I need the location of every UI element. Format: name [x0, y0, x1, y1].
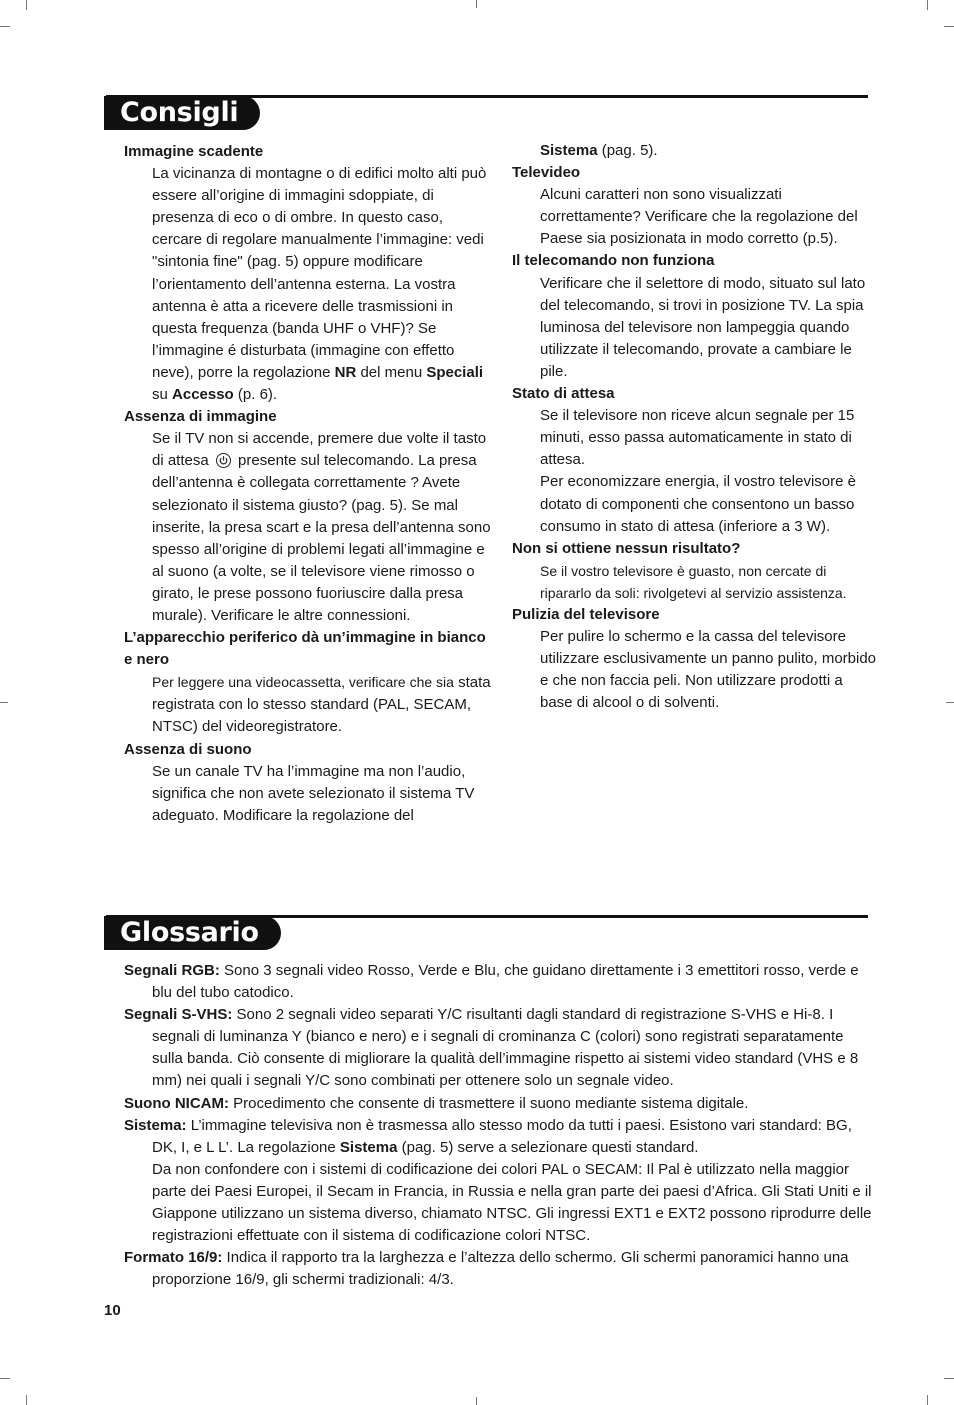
- glossary-term: Segnali S-VHS:: [124, 1006, 233, 1024]
- crop-mark: [476, 0, 477, 8]
- tip-entry: [512, 162, 878, 250]
- tip-entry: [124, 627, 494, 738]
- tip-body: La vicinanza di montagne o di edifici molto alti può essere all’origine di immagini sdoppiate, di presenza di eco o di ombre. In questo caso, cercare di regolare manualmente l’immagine: vedi "sintonia fine" (pag. 5) oppure modificare l’orientamento dell’antenna esterna. La vostra antenna è atta a ricevere delle trasmissioni in questa frequenza (banda UHF o VHF)? Se l’immagine é disturbata (immagine con effetto neve), porre la regolazione NR del menu Speciali su Accesso (p. 6).: [152, 165, 487, 404]
- tip-body: Verificare che il selettore di modo, situato sul lato del telecomando, si trovi in posizione TV. La spia luminosa del televisore non lampeggia quando utilizzate il telecomando, provate a cambiare le pile.: [540, 274, 866, 380]
- glossary-definition: Sono 2 segnali video separati Y/C risultanti dagli standard di registrazione S-VHS e Hi-8. I segnali di luminanza Y (bianco e nero) e i segnali di crominanza C (colori) sono registrati separatamente sulla banda. Ciò consente di migliorare la qualità dell’immagine rispetto ai sistemi video standard (VHS e 8 mm) nei quali i segnali Y/C sono combinati per ottenere solo un segnale video.: [152, 1006, 859, 1090]
- glossary-definition: Indica il rapporto tra la larghezza e l’altezza dello schermo. Gli schermi panoramici hanno una proporzione 16/9, gli schermi tradizionali: 4/3.: [152, 1249, 849, 1289]
- glossary-term: Formato 16/9:: [124, 1249, 223, 1267]
- crop-mark: [0, 1378, 10, 1379]
- tip-body: Alcuni caratteri non sono visualizzati correttamente? Verificare che la regolazione del Paese sia posizionata in modo corretto (p.5).: [540, 186, 858, 248]
- tip-body: Se il vostro televisore è guasto, non cercate di ripararlo da soli: rivolgetevi al servizio assistenza.: [540, 562, 847, 601]
- glossary-definition: L’immagine televisiva non è trasmessa allo stesso modo da tutti i paesi. Esistono vari standard: BG, DK, I, e L L’. La regolazione: [152, 1116, 852, 1156]
- glossary: [124, 960, 872, 1291]
- glossary-item: [124, 1247, 872, 1291]
- tip-entry: [124, 141, 494, 406]
- crop-mark: [927, 0, 928, 10]
- glossary-item: Sistema: L’immagine televisiva non è trasmessa allo stesso modo da tutti i paesi. Esistono vari standard: BG, DK, I, e L L’. La regolazione Sistema (pag. 5) serve a selezionare questi standard.: [124, 1116, 852, 1156]
- crop-mark: [476, 1397, 477, 1405]
- power-icon: [216, 453, 231, 468]
- glossary-item: [124, 1093, 872, 1115]
- glossary-term: Sistema:: [124, 1116, 187, 1134]
- tip-title: Stato di attesa: [512, 385, 615, 403]
- tip-title: Il telecomando non funziona: [512, 252, 715, 270]
- tip-entry: [512, 383, 878, 538]
- crop-mark: [0, 702, 8, 703]
- tip-title: Televideo: [512, 164, 581, 182]
- tip-body: Se il televisore non riceve alcun segnale per 15 minuti, esso passa automaticamente in stato di attesa.: [540, 407, 855, 469]
- tip-body: Se il TV non si accende, premere due volte il tasto di attesa presente sul telecomando. La presa dell’antenna è collegata correttamente ? Avete selezionato il sistema giusto? (pag. 5). Se mal inserite, la presa scart e la presa dell’antenna sono spesso all’origine di problemi legati all’immagine e al suono (a volte, se il televisore viene rimosso o girato, le prese possono fuoriuscire dalla presa murale). Verificare le altre connessioni.: [152, 430, 491, 624]
- crop-mark: [26, 0, 27, 10]
- tip-body: Per leggere una videocassetta, verificare che sia stata registrata con lo stesso standard (PAL, SECAM, NTSC) del videoregistratore.: [152, 674, 491, 736]
- tip-body: Per economizzare energia, il vostro televisore è dotato di componenti che consentono un basso consumo in stato di attesa (inferiore a 3 W).: [540, 473, 856, 535]
- tip-title: L’apparecchio periferico dà un’immagine in bianco e nero: [124, 629, 486, 669]
- crop-mark: [944, 1378, 954, 1379]
- crop-mark: [927, 1395, 928, 1405]
- glossary-term: Segnali RGB:: [124, 962, 220, 979]
- tip-title: Assenza di immagine: [124, 408, 277, 426]
- glossary-paragraph: Da non confondere con i sistemi di codificazione dei colori PAL o SECAM: Il Pal è utilizzato nella maggior parte dei Paesi Europei, il Secam in Francia, in Russia e nella gran parte dei paesi d’Africa. Gli Stati Uniti e il Giappone utilizzano un sistema diverso, chiamato NTSC. Gli ingressi EXT1 e EXT2 possono riprodurre delle registrazioni effettuate con il sistema di codificazione colori NTSC.: [152, 1160, 872, 1245]
- glossary-definition: Sono 3 segnali video Rosso, Verde e Blu, che guidano direttamente i 3 emettitori rosso, verde e blu del tubo catodico.: [152, 962, 859, 1002]
- tips-right-column: [512, 140, 878, 714]
- tip-entry: [512, 250, 878, 383]
- tip-entry: [124, 739, 494, 827]
- tip-title: Non si ottiene nessun risultato?: [512, 539, 741, 557]
- tip-title: Assenza di suono: [124, 740, 252, 758]
- crop-mark: [944, 26, 954, 27]
- tip-title: Pulizia del televisore: [512, 605, 660, 623]
- glossary-definition: Procedimento che consente di trasmettere il suono mediante sistema digitale.: [228, 1094, 749, 1112]
- tip-entry: [512, 604, 878, 714]
- tips-left-column: [124, 141, 494, 827]
- glossary-term: Suono NICAM:: [124, 1094, 229, 1112]
- tip-continuation: Sistema (pag. 5).: [540, 142, 658, 159]
- page-number: 10: [104, 1302, 121, 1319]
- crop-mark: [946, 702, 954, 703]
- glossary-item: [124, 960, 872, 1004]
- section-title-glossary: Glossario: [104, 916, 281, 950]
- glossary-item: [124, 1004, 872, 1092]
- tip-body: Se un canale TV ha l’immagine ma non l’audio, significa che non avete selezionato il sistema TV adeguato. Modificare la regolazione del: [152, 762, 475, 824]
- crop-mark: [26, 1395, 27, 1405]
- tip-entry: [124, 406, 494, 627]
- tip-title: Immagine scadente: [124, 143, 264, 160]
- crop-mark: [0, 26, 10, 27]
- section-title-tips: Consigli: [104, 96, 260, 130]
- tip-body: Per pulire lo schermo e la cassa del televisore utilizzare esclusivamente un panno pulito, morbido e che non faccia peli. Non utilizzare prodotti a base di alcool o di solventi.: [540, 628, 877, 712]
- tip-entry: [512, 538, 878, 604]
